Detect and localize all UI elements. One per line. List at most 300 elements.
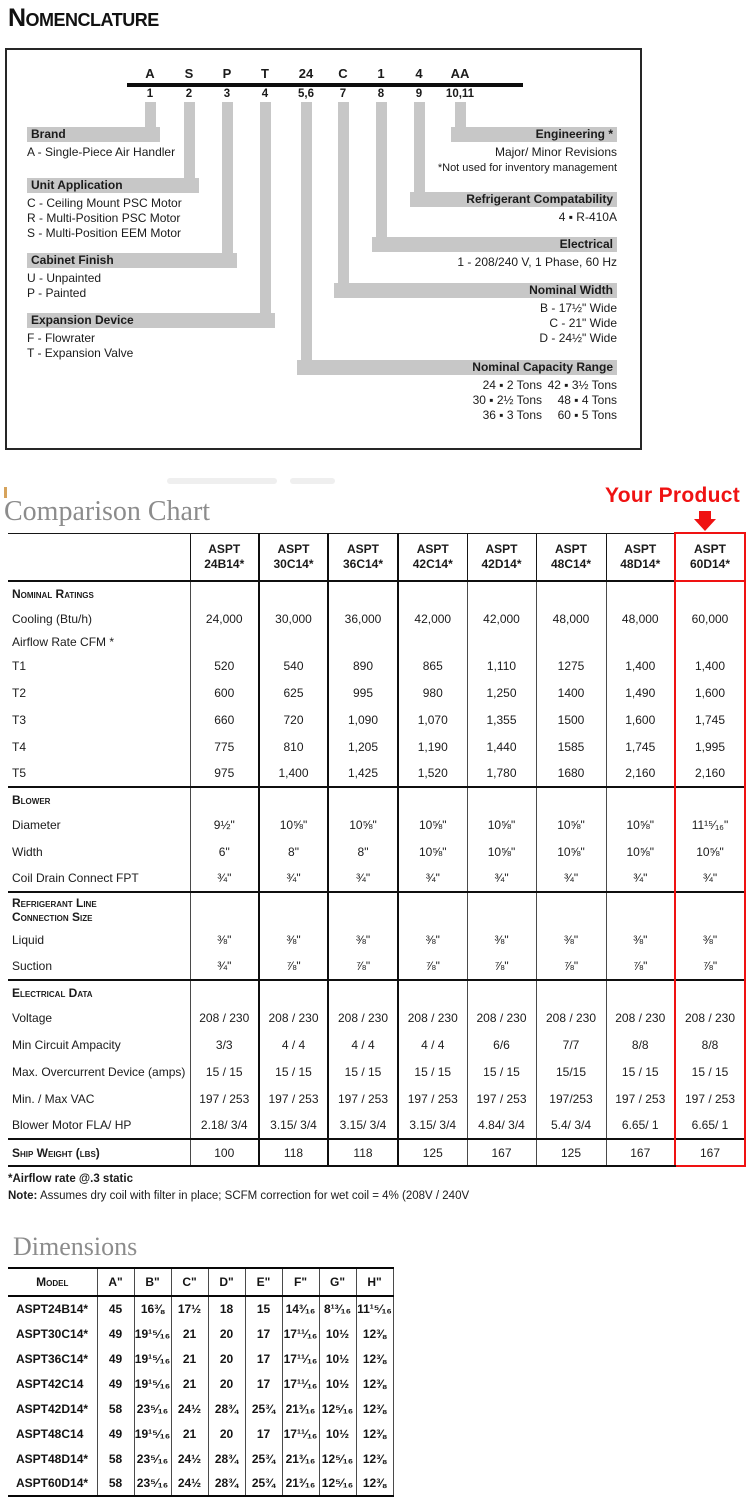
cell: 100 — [190, 1139, 259, 1166]
cell: ⅞" — [536, 953, 606, 980]
dimensions-row — [8, 1421, 393, 1446]
cell: 10⅝" — [606, 838, 675, 865]
cell: 15 / 15 — [398, 1058, 467, 1085]
table-row — [8, 760, 745, 787]
dimensions-title: Dimensions — [13, 1232, 138, 1261]
dimensions-row — [8, 1321, 393, 1346]
cell: ¾" — [536, 865, 606, 892]
cell — [606, 632, 675, 652]
table-row — [8, 953, 745, 980]
cell: 197 / 253 — [675, 1085, 745, 1112]
cell: 660 — [190, 706, 259, 733]
cell: 1,490 — [606, 679, 675, 706]
cell: 6" — [190, 838, 259, 865]
cell: 720 — [259, 706, 328, 733]
cell: 890 — [328, 652, 398, 679]
group-item: S - Multi-Position EEM Motor — [27, 226, 182, 240]
dimensions-column-header: H" — [356, 1268, 393, 1296]
cell: ⅜" — [606, 926, 675, 953]
row-label: Cooling (Btu/h) — [12, 611, 93, 626]
dimension-cell: 23⁵⁄₁₆ — [134, 1471, 171, 1496]
empty-cell — [398, 787, 467, 811]
comparison-corner-cell — [8, 533, 190, 581]
dimension-cell: 23⁵⁄₁₆ — [134, 1396, 171, 1421]
cell: 1,355 — [467, 706, 536, 733]
cell: 10⅝" — [259, 811, 328, 838]
empty-cell — [675, 581, 745, 605]
group-item: *Not used for inventory management — [437, 162, 617, 174]
group-item: T - Expansion Valve — [27, 346, 134, 360]
cell: 167 — [675, 1139, 745, 1166]
dimensions-row — [8, 1371, 393, 1396]
table-row — [8, 632, 745, 652]
code-position: 5,6 — [298, 88, 314, 100]
cell: 10⅝" — [398, 838, 467, 865]
comparison-chart-title: Comparison Chart — [4, 496, 211, 527]
cell: 208 / 230 — [190, 1004, 259, 1031]
cell: ⅜" — [398, 926, 467, 953]
cell: 600 — [190, 679, 259, 706]
group-item: 24 ▪ 2 Tons — [482, 378, 542, 392]
dimensions-column-header: G" — [319, 1268, 356, 1296]
cell: 1,600 — [675, 679, 745, 706]
empty-cell — [675, 787, 745, 811]
empty-cell — [606, 787, 675, 811]
code-letter: T — [261, 66, 269, 81]
dimensions-column-header: Model — [8, 1268, 97, 1296]
column-header-line: ASPT — [346, 541, 379, 556]
section-label-line: Nominal Ratings — [12, 586, 94, 601]
dimensions-column-header: F" — [282, 1268, 319, 1296]
cell: 15 / 15 — [190, 1058, 259, 1085]
section-label — [8, 892, 190, 926]
table-row — [8, 733, 745, 760]
row-label: Liquid — [12, 932, 45, 947]
column-header-line: ASPT — [624, 541, 657, 556]
group-title-refrigerant-compatability: Refrigerant Compatability — [410, 192, 617, 207]
connector-bar — [301, 102, 312, 375]
cell: 4 / 4 — [328, 1031, 398, 1058]
row-label: Min. / Max VAC — [12, 1091, 95, 1106]
empty-cell — [328, 980, 398, 1004]
dimensions-row — [8, 1471, 393, 1496]
column-header-line: ASPT — [208, 541, 241, 556]
cell: 1,425 — [328, 760, 398, 787]
cell: ⅞" — [259, 953, 328, 980]
cell: 197 / 253 — [398, 1085, 467, 1112]
cell: 540 — [259, 652, 328, 679]
dimension-cell: 12⁵⁄₁₆ — [319, 1396, 356, 1421]
group-item: 36 ▪ 3 Tons — [482, 408, 542, 422]
column-header-line: 24B14* — [204, 556, 245, 571]
group-title-nominal-capacity-range: Nominal Capacity Range — [297, 360, 617, 375]
row-label: T5 — [12, 766, 27, 780]
dimension-cell: 17 — [245, 1321, 282, 1346]
column-header-line: 48C14* — [550, 556, 592, 571]
group-item: 1 - 208/240 V, 1 Phase, 60 Hz — [457, 255, 617, 269]
cell: 15 / 15 — [606, 1058, 675, 1085]
section-header-row — [8, 980, 745, 1004]
empty-cell — [536, 787, 606, 811]
group-item: F - Flowrater — [27, 331, 96, 345]
cell: 10⅝" — [467, 811, 536, 838]
cell: 3.15/ 3/4 — [259, 1112, 328, 1139]
dimension-cell: 21³⁄₁₆ — [282, 1396, 319, 1421]
dimension-cell: 49 — [97, 1346, 134, 1371]
group-item: D - 24½" Wide — [539, 331, 617, 345]
group-item: P - Painted — [27, 286, 87, 300]
column-header-line: 30C14* — [273, 556, 314, 571]
dimension-cell: 49 — [97, 1321, 134, 1346]
group-item: A - Single-Piece Air Handler — [27, 145, 176, 159]
table-row — [8, 926, 745, 953]
cell: 1,600 — [606, 706, 675, 733]
column-header-line: ASPT — [485, 541, 518, 556]
model-name: ASPT48C14 — [16, 1426, 84, 1441]
cell: ⅜" — [190, 926, 259, 953]
model-name: ASPT24B14* — [16, 1302, 89, 1316]
dimension-cell: 24½ — [171, 1396, 208, 1421]
dimension-cell: 58 — [97, 1396, 134, 1421]
comparison-header-row — [8, 533, 745, 581]
cell — [675, 632, 745, 652]
table-row — [8, 865, 745, 892]
table-row — [8, 1139, 745, 1166]
cell: 1,440 — [467, 733, 536, 760]
cell: ¾" — [190, 865, 259, 892]
column-header-line: ASPT — [693, 542, 726, 556]
cell: ⅜" — [675, 926, 745, 953]
cell: 208 / 230 — [467, 1004, 536, 1031]
code-letter: A — [145, 66, 155, 81]
empty-cell — [675, 892, 745, 926]
cell: 208 / 230 — [328, 1004, 398, 1031]
table-row — [8, 1085, 745, 1112]
dimension-cell: 21³⁄₁₆ — [282, 1446, 319, 1471]
group-item: C - Ceiling Mount PSC Motor — [27, 196, 182, 210]
row-label: T3 — [12, 712, 27, 727]
code-letter: S — [184, 66, 194, 81]
section-label — [8, 787, 190, 811]
your-product-label: Your Product — [604, 484, 740, 507]
dimensions-column-header: C" — [171, 1268, 208, 1296]
dimension-cell: 18 — [208, 1296, 245, 1321]
artifact-smudge — [167, 478, 277, 484]
dimension-cell: 10½ — [319, 1346, 356, 1371]
dimension-cell: 10½ — [319, 1321, 356, 1346]
dimensions-header-row — [8, 1268, 393, 1296]
cell: 42,000 — [398, 605, 467, 632]
cell: 10⅝" — [467, 838, 536, 865]
cell: 48,000 — [606, 605, 675, 632]
cell: 1,400 — [259, 760, 328, 787]
dimension-cell: 19¹⁵⁄₁₆ — [134, 1421, 171, 1446]
dimension-cell: 25¾ — [245, 1396, 282, 1421]
row-label: T2 — [12, 685, 27, 700]
section-label-line: Refrigerant Line — [12, 895, 97, 910]
cell: 10⅝" — [675, 838, 745, 865]
column-header — [606, 533, 675, 581]
empty-cell — [259, 787, 328, 811]
connector-bar — [222, 102, 233, 268]
dimension-cell: 17 — [245, 1346, 282, 1371]
column-header-line: ASPT — [277, 541, 310, 556]
cell: 6/6 — [467, 1031, 536, 1058]
cell: 48,000 — [536, 605, 606, 632]
cell: 3/3 — [190, 1031, 259, 1058]
dimension-cell: 17 — [245, 1421, 282, 1446]
dimension-cell: 25¾ — [245, 1446, 282, 1471]
cell: 975 — [190, 760, 259, 787]
dimension-cell: 21 — [171, 1321, 208, 1346]
dimension-cell: 12⅜ — [356, 1371, 393, 1396]
column-header — [536, 533, 606, 581]
empty-cell — [536, 581, 606, 605]
column-header-line: 60D14* — [689, 557, 731, 571]
cell: 4 / 4 — [259, 1031, 328, 1058]
cell: 865 — [398, 652, 467, 679]
dimension-cell: 58 — [97, 1471, 134, 1496]
cell: ¾" — [190, 953, 259, 980]
dimension-cell: 12⅜ — [356, 1346, 393, 1371]
cell: 8/8 — [606, 1031, 675, 1058]
cell: 1,745 — [675, 706, 745, 733]
dimension-cell: 21³⁄₁₆ — [282, 1471, 319, 1496]
model-name: ASPT42C14 — [16, 1376, 84, 1391]
dimension-cell: 16⅜ — [134, 1296, 171, 1321]
empty-cell — [328, 581, 398, 605]
table-row — [8, 679, 745, 706]
empty-cell — [190, 980, 259, 1004]
column-header-line: ASPT — [554, 541, 587, 556]
code-position: 9 — [415, 88, 423, 100]
cell: ⅜" — [467, 926, 536, 953]
section-label — [8, 581, 190, 605]
group-item: C - 21" Wide — [549, 316, 617, 330]
cell: 15 / 15 — [259, 1058, 328, 1085]
empty-cell — [536, 980, 606, 1004]
group-item: R - Multi-Position PSC Motor — [27, 211, 181, 225]
row-label: T1 — [12, 658, 27, 673]
cell: 3.15/ 3/4 — [328, 1112, 398, 1139]
dimension-cell: 21 — [171, 1346, 208, 1371]
code-position: 10,11 — [445, 88, 475, 100]
cell: 4 / 4 — [398, 1031, 467, 1058]
dimension-cell: 12⅜ — [356, 1446, 393, 1471]
cell: 1,780 — [467, 760, 536, 787]
dimensions-table-wrap — [8, 1267, 394, 1497]
cell — [467, 632, 536, 652]
code-position: 1 — [146, 88, 154, 100]
table-row — [8, 1031, 745, 1058]
cell: 1400 — [536, 679, 606, 706]
cell: 197 / 253 — [328, 1085, 398, 1112]
dimension-cell: 28¾ — [208, 1396, 245, 1421]
comparison-table-wrap — [8, 532, 746, 1167]
group-title-cabinet-finish: Cabinet Finish — [27, 253, 237, 268]
cell: ⅞" — [606, 953, 675, 980]
dimension-cell: 21 — [171, 1371, 208, 1396]
dimension-cell: 12⅜ — [356, 1421, 393, 1446]
dimension-cell: 12⅜ — [356, 1321, 393, 1346]
cell: 125 — [536, 1139, 606, 1166]
column-header-line: 48D14* — [620, 556, 661, 571]
dimensions-column-header: E" — [245, 1268, 282, 1296]
cell: 1585 — [536, 733, 606, 760]
empty-cell — [259, 892, 328, 926]
row-label: Width — [12, 844, 43, 859]
empty-cell — [467, 980, 536, 1004]
empty-cell — [675, 980, 745, 1004]
cell: 167 — [467, 1139, 536, 1166]
cell: 6.65/ 1 — [606, 1112, 675, 1139]
column-header-line: ASPT — [416, 541, 449, 556]
cell: 1,520 — [398, 760, 467, 787]
group-item: U - Unpainted — [27, 271, 102, 285]
model-name: ASPT42D14* — [16, 1401, 89, 1416]
cell: ¾" — [328, 865, 398, 892]
code-position: 8 — [377, 88, 385, 100]
dimension-cell: 10½ — [319, 1421, 356, 1446]
cell: 197 / 253 — [467, 1085, 536, 1112]
table-row — [8, 1112, 745, 1139]
artifact-smudge — [290, 478, 335, 484]
table-row — [8, 706, 745, 733]
cell: 6.65/ 1 — [675, 1112, 745, 1139]
cell: 118 — [328, 1139, 398, 1166]
code-position: 3 — [223, 88, 231, 100]
section-header-row — [8, 787, 745, 811]
group-item: B - 17½" Wide — [540, 301, 617, 315]
cell: 8" — [259, 838, 328, 865]
dimension-cell: 45 — [97, 1296, 134, 1321]
cell: ⅞" — [675, 953, 745, 980]
row-label: Voltage — [12, 1010, 53, 1025]
group-title-expansion-device: Expansion Device — [27, 313, 275, 328]
dimension-cell: 20 — [208, 1321, 245, 1346]
cell: 1275 — [536, 652, 606, 679]
dimensions-row — [8, 1396, 393, 1421]
empty-cell — [328, 787, 398, 811]
dimension-cell: 49 — [97, 1371, 134, 1396]
group-item: 48 ▪ 4 Tons — [557, 393, 617, 407]
dimensions-row — [8, 1346, 393, 1371]
code-letter: 24 — [298, 66, 314, 81]
cell: 197 / 253 — [190, 1085, 259, 1112]
section-header-row — [8, 581, 745, 605]
table-row — [8, 1058, 745, 1085]
dimension-cell: 14³⁄₁₆ — [282, 1296, 319, 1321]
cell: ¾" — [606, 865, 675, 892]
empty-cell — [328, 892, 398, 926]
cell: 10⅝" — [536, 811, 606, 838]
dimension-cell: 12⁵⁄₁₆ — [319, 1446, 356, 1471]
cell — [328, 632, 398, 652]
cell: 10⅝" — [536, 838, 606, 865]
cell: 15/15 — [536, 1058, 606, 1085]
down-arrow-icon — [699, 511, 711, 519]
dimension-cell: 20 — [208, 1421, 245, 1446]
dimensions-table — [8, 1267, 394, 1497]
code-position: 2 — [185, 88, 193, 100]
empty-cell — [190, 892, 259, 926]
cell: 2,160 — [675, 760, 745, 787]
cell — [536, 632, 606, 652]
row-label: Suction — [12, 959, 53, 973]
nomenclature-diagram — [5, 48, 642, 450]
empty-cell — [467, 892, 536, 926]
cell: ⅞" — [398, 953, 467, 980]
dimension-cell: 12⅜ — [356, 1396, 393, 1421]
footnote-note — [8, 1190, 469, 1202]
cell: ¾" — [398, 865, 467, 892]
empty-cell — [398, 581, 467, 605]
cell: 1,110 — [467, 652, 536, 679]
empty-cell — [536, 892, 606, 926]
group-title-brand: Brand — [27, 127, 160, 142]
cell: 810 — [259, 733, 328, 760]
cell: 60,000 — [675, 605, 745, 632]
nomenclature-heading: Nomenclature — [8, 4, 159, 32]
dimension-cell: 17¹¹⁄₁₆ — [282, 1421, 319, 1446]
dimension-cell: 20 — [208, 1346, 245, 1371]
section-label — [8, 980, 190, 1004]
cell: 1,190 — [398, 733, 467, 760]
down-arrow-icon — [694, 519, 716, 531]
cell: 1,070 — [398, 706, 467, 733]
cell: ⅜" — [328, 926, 398, 953]
empty-cell — [190, 787, 259, 811]
footnote-note-label: Note: — [8, 1190, 38, 1202]
cell: 520 — [190, 652, 259, 679]
dimension-cell: 28¾ — [208, 1471, 245, 1496]
footnote-note-text: Assumes dry coil with filter in place; SCFM correction for wet coil = 4% (208V / 240V — [37, 1190, 470, 1202]
cell: 1,205 — [328, 733, 398, 760]
dimension-cell: 10½ — [319, 1371, 356, 1396]
row-label: Airflow Rate CFM * — [12, 635, 115, 649]
group-item: 4 ▪ R-410A — [558, 210, 617, 224]
dimension-cell: 17¹¹⁄₁₆ — [282, 1321, 319, 1346]
empty-cell — [398, 892, 467, 926]
empty-cell — [606, 892, 675, 926]
code-letter: AA — [450, 66, 470, 81]
column-header — [675, 533, 745, 581]
dimension-cell: 24½ — [171, 1446, 208, 1471]
cell: 1680 — [536, 760, 606, 787]
dimensions-column-header: D" — [208, 1268, 245, 1296]
row-label: T4 — [12, 739, 27, 754]
cell: 118 — [259, 1139, 328, 1166]
row-label: Max. Overcurrent Device (amps) — [12, 1064, 186, 1079]
footnote-airflow: *Airflow rate @.3 static — [8, 1173, 133, 1185]
dimension-cell: 24½ — [171, 1471, 208, 1496]
code-letter: P — [222, 66, 232, 81]
dimension-cell: 17¹¹⁄₁₆ — [282, 1371, 319, 1396]
column-header-line: 36C14* — [342, 556, 384, 571]
dimensions-column-header: B" — [134, 1268, 171, 1296]
code-letter: C — [338, 66, 348, 81]
dimension-cell: 19¹⁵⁄₁₆ — [134, 1321, 171, 1346]
empty-cell — [467, 787, 536, 811]
dimension-cell: 25¾ — [245, 1471, 282, 1496]
section-header-row — [8, 892, 745, 926]
cell: 8/8 — [675, 1031, 745, 1058]
group-item: Major/ Minor Revisions — [494, 145, 617, 159]
cell: 15 / 15 — [675, 1058, 745, 1085]
dimension-cell: 15 — [245, 1296, 282, 1321]
group-item: 42 ▪ 3½ Tons — [547, 378, 617, 392]
cell: 1500 — [536, 706, 606, 733]
